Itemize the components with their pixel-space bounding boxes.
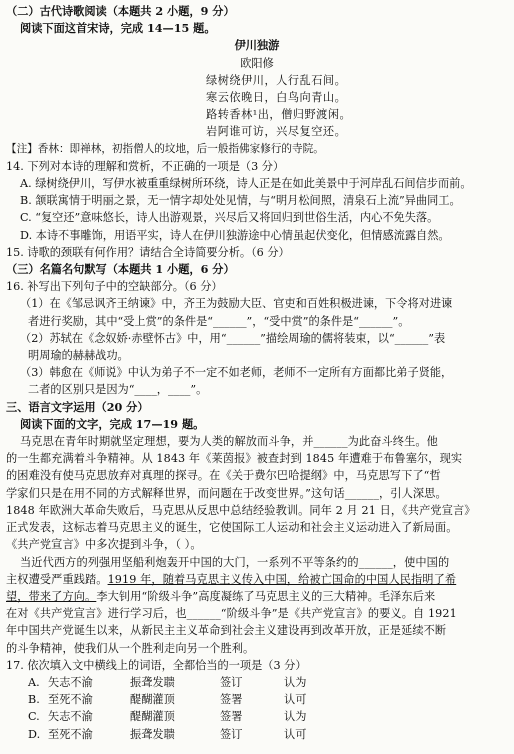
passage-line: 的困难没有使马克思放弃对真理的探寻。在《关于费尔巴哈提纲》中，马克思写下了“哲 bbox=[6, 469, 441, 483]
q17-option-c: C. 矢志不渝 醍醐灌顶 签署 认为 bbox=[28, 710, 307, 724]
q16-part2-line1: （2）苏轼在《念奴娇·赤壁怀古》中，用“______”描绘周瑜的儒将装束，以“______”表 bbox=[20, 331, 446, 345]
answer-blank[interactable]: ______ bbox=[394, 331, 429, 345]
q14-option-a: A. 绿树绕伊川，写伊水被重重绿树所环绕，诗人正是在如此美景中于河岸乱石间信步而前。 bbox=[20, 177, 472, 191]
passage-line: 当近代西方的列强用坚船利炮轰开中国的大门，一系列不平等条约的______，使中国的 bbox=[20, 555, 450, 569]
passage-line: 主权遭受严重践踏。1919 年，随着马克思主义传入中国，给被亡国命的中国人民指明了希 bbox=[6, 572, 457, 586]
passage-line: 在对《共产党宣言》进行学习后，也______“阶级斗争”是《共产党宣言》的要义。自 1921 bbox=[6, 607, 457, 621]
q17-option-d: D. 至死不渝 振聋发聩 签订 认可 bbox=[28, 727, 307, 741]
q14-option-b: B. 颔联寓情于明丽之景，无一情字却处处见情，与“明月松间照，清泉石上流”异曲同工。 bbox=[20, 194, 461, 208]
passage-line: 年中国共产党诞生以来，从新民主主义革命到社会主义建设再到改革开放，正是延续不断 bbox=[6, 624, 447, 638]
q16-part1-line1: （1）在《邹忌讽齐王纳谏》中，齐王为鼓励大臣、官吏和百姓积极进谏，下令将对进谏 bbox=[20, 297, 453, 311]
passage-line: 的斗争精神，使我们从一个胜利走向另一个胜利。 bbox=[6, 641, 255, 655]
section-heading-dictation: （三）名篇名句默写（本题共 1 小题，6 分） bbox=[6, 262, 235, 277]
passage-line: 的一生都充满着斗争精神。从 1843 年《莱茵报》被查封到 1845 年遭难于布鲁塞尔，现实 bbox=[6, 452, 463, 466]
question-15: 15. 诗歌的颈联有何作用？请结合全诗简要分析。（6 分） bbox=[6, 245, 290, 259]
reading-passage bbox=[6, 433, 508, 657]
answer-blank[interactable]: ______ bbox=[358, 314, 393, 328]
poem-instruction: 阅读下面这首宋诗，完成 14—15 题。 bbox=[20, 21, 216, 36]
answer-blank[interactable]: ______ bbox=[212, 314, 247, 328]
question-14: 14. 下列对本诗的理解和赏析，不正确的一项是（3 分） bbox=[6, 159, 285, 173]
poem-note: 【注】香林：即禅林，初指僧人的坟地，后一般指佛家修行的寺院。 bbox=[6, 142, 324, 155]
passage-line: 学家们只是在用不同的方式解释世界，而问题在于改变世界。”这句话______，引人深思。 bbox=[6, 486, 447, 500]
passage-line: 望，带来了方向。李大钊用“阶级斗争”高度凝练了马克思主义的三大精神。毛泽东后来 bbox=[6, 589, 436, 603]
passage-line: 正式发表，这标志着马克思主义的诞生，它使国际工人运动和社会主义运动进入了新局面。 bbox=[6, 521, 458, 535]
poem-author: 欧阳修 bbox=[240, 56, 274, 70]
underlined-sentence: 望，带来了方向。 bbox=[6, 589, 97, 603]
part-heading-language: 三、语言文字运用（20 分） bbox=[6, 399, 149, 414]
passage-line: 《共产党宣言》中多次提到斗争，（ ）。 bbox=[6, 538, 202, 552]
passage-line: 马克思在青年时期就坚定理想，要为人类的解放而斗争，并______为此奋斗终生。他 bbox=[20, 435, 438, 449]
question-16: 16. 补写出下列句子中的空缺部分。（6 分） bbox=[6, 280, 223, 294]
poem-line: 岩阿谁可访，兴尽复空还。 bbox=[206, 125, 347, 139]
q17-option-a: A. 矢志不渝 振聋发聩 签订 认为 bbox=[28, 675, 307, 689]
answer-blank[interactable]: ____ bbox=[134, 383, 157, 397]
answer-blank[interactable]: ____ bbox=[168, 383, 191, 397]
q14-option-c: C. “复空还”意味悠长，诗人出游观景，兴尽后又将回归到世俗生活，内心不免失落。 bbox=[20, 211, 439, 225]
poem-line: 路转香林¹出，僧归野渡闲。 bbox=[206, 108, 352, 122]
question-17: 17. 依次填入文中横线上的词语，全都恰当的一项是（3 分） bbox=[6, 658, 307, 672]
poem-line: 绿树绕伊川，人行乱石间。 bbox=[206, 73, 347, 87]
q14-option-d: D. 本诗不事雕饰，用语平实，诗人在伊川独游途中心情虽起伏变化，但情感流露自然。 bbox=[20, 228, 450, 242]
underlined-sentence: 1919 年，随着马克思主义传入中国，给被亡国命的中国人民指明了希 bbox=[107, 572, 457, 586]
passage-instruction: 阅读下面的文字，完成 17—19 题。 bbox=[20, 416, 205, 431]
q16-part2-line2: 明周瑜的赫赫战功。 bbox=[28, 349, 129, 363]
q16-part1-line2: 者进行奖励，其中“受上赏”的条件是“______”，“受中赏”的条件是“______”。 bbox=[28, 314, 410, 328]
section-heading-poetry: （二）古代诗歌阅读（本题共 2 小题，9 分） bbox=[6, 4, 235, 18]
q17-option-b: B. 至死不渝 醍醐灌顶 签署 认可 bbox=[28, 693, 307, 707]
passage-line: 1848 年欧洲大革命失败后，马克思从反思中总结经验教训。同年 2 月 21 日，《共产党宣言》 bbox=[6, 503, 476, 517]
poem-line: 寒云依晚日，白鸟向青山。 bbox=[206, 91, 347, 105]
q16-part3-line2: 二者的区别只是因为“____，____”。 bbox=[28, 383, 208, 397]
q16-part3-line1: （3）韩愈在《师说》中认为弟子不一定不如老师，老师不一定所有方面都比弟子贤能， bbox=[20, 366, 453, 380]
poem-title: 伊川独游 bbox=[234, 38, 280, 53]
answer-blank[interactable]: ______ bbox=[226, 331, 261, 345]
